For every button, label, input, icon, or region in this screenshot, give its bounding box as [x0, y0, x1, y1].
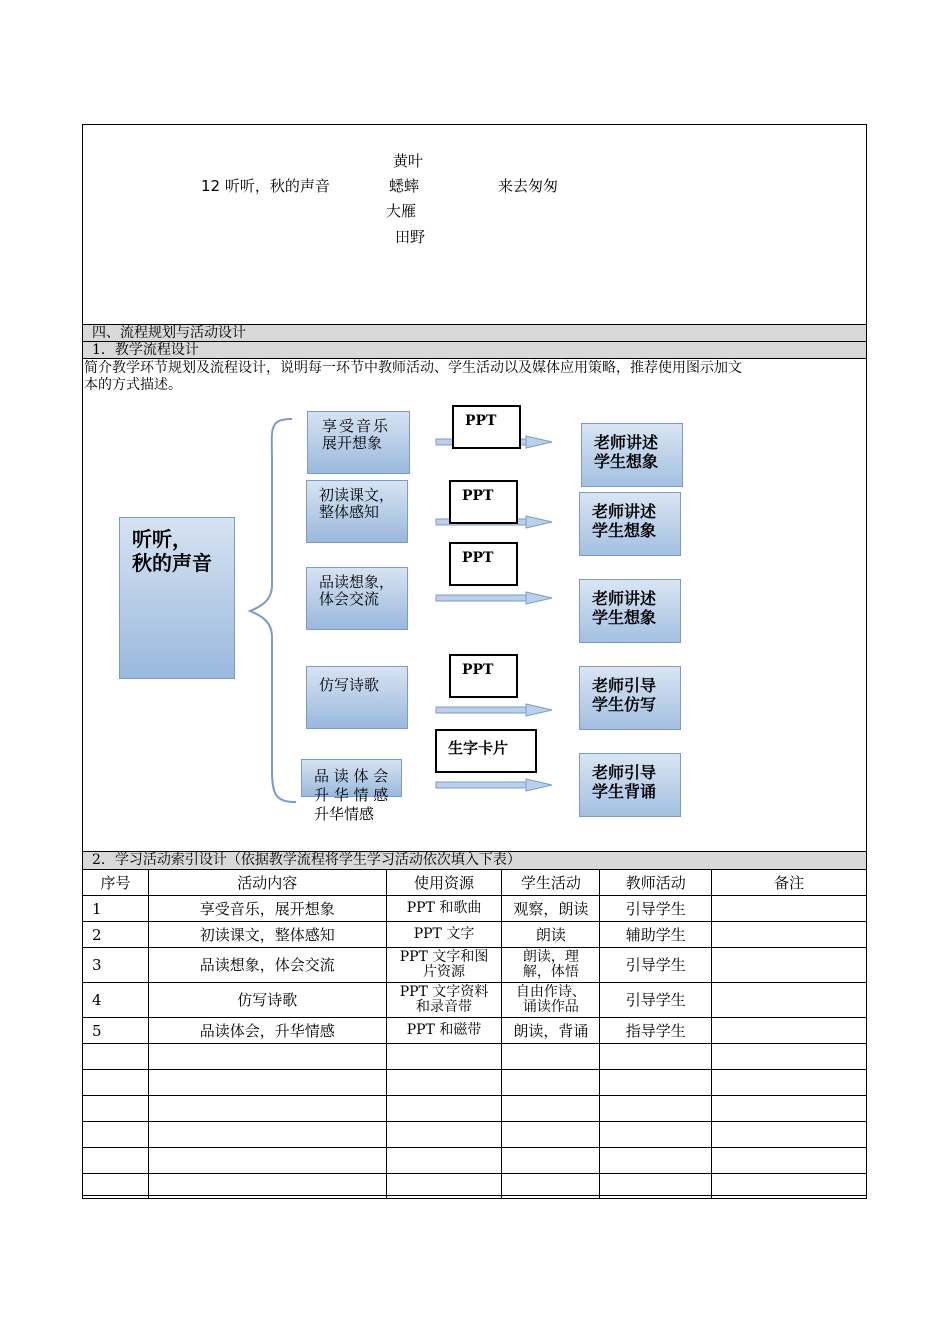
board-word-huangye: 黄叶: [393, 152, 424, 170]
row-note: [712, 983, 867, 1018]
row-no: 2: [83, 922, 149, 948]
result-3-line2: 学生想象: [592, 608, 657, 627]
activity-table: [82, 869, 867, 1199]
board-word-xishuai: 蟋蟀: [389, 177, 420, 195]
result-box-5: [579, 753, 681, 817]
result-box-4: [579, 666, 681, 730]
row-resource: [386, 983, 502, 1018]
board-word-dayan: 大雁: [386, 202, 417, 220]
row-note: [712, 922, 867, 948]
step-5-text: [314, 767, 388, 823]
row-student-line1: 朗读，理: [522, 949, 579, 965]
header-resource: 使用资源: [386, 870, 502, 896]
step-2-line2: 整体感知: [319, 503, 380, 521]
arrow-3: [436, 592, 552, 604]
result-2-line2: 学生想象: [592, 521, 657, 540]
header-note: 备注: [712, 870, 867, 896]
table-row: [83, 896, 867, 922]
media-box-1: PPT: [452, 405, 521, 449]
main-topic-line2: 秋的声音: [132, 551, 212, 575]
empty-table-row: [83, 1148, 867, 1174]
empty-table-row: [83, 1122, 867, 1148]
row-content: 品读体会，升华情感: [148, 1018, 386, 1044]
row-no: 1: [83, 896, 149, 922]
row-no: 5: [83, 1018, 149, 1044]
step-4-line1: 仿写诗歌: [319, 676, 380, 694]
empty-table-row: [83, 1044, 867, 1070]
step-5-line1: 品 读 体 会: [314, 767, 389, 785]
row-student: [502, 983, 600, 1018]
section4-heading: 四、流程规划与活动设计: [92, 325, 246, 341]
row-note: [712, 948, 867, 983]
result-1-line1: 老师讲述: [594, 433, 659, 452]
step-5-overflow: 升华情感: [314, 805, 375, 823]
table-row: [83, 922, 867, 948]
step-5-line2: 升 华 情 感: [314, 786, 389, 804]
step-box-4: [306, 666, 408, 729]
result-4-line1: 老师引导: [592, 676, 657, 695]
row-content: 初读课文，整体感知: [148, 922, 386, 948]
header-student: 学生活动: [502, 870, 600, 896]
row-resource-line1: PPT 文字资料: [399, 984, 489, 1000]
table-row: [83, 1018, 867, 1044]
board-word-laiqu: 来去匆匆: [498, 177, 559, 195]
row-student-line1: 自由作诗、: [515, 984, 586, 1000]
row-teacher: 辅助学生: [600, 922, 712, 948]
board-word-tianye: 田野: [395, 228, 426, 246]
step-box-1: [307, 411, 410, 474]
row-content: 享受音乐，展开想象: [148, 896, 386, 922]
row-student-line2: 诵读作品: [522, 999, 579, 1015]
result-box-1: [581, 423, 683, 487]
board-lesson-title: 12 听听，秋的声音: [201, 177, 330, 195]
result-1-line2: 学生想象: [594, 452, 659, 471]
row-resource-line2: 和录音带: [416, 999, 473, 1015]
header-teacher: 教师活动: [600, 870, 712, 896]
step-1-line2: 展开想象: [322, 434, 383, 452]
header-content: 活动内容: [148, 870, 386, 896]
activity-index-heading: 2．学习活动索引设计（依据教学流程将学生学习活动依次填入下表）: [92, 852, 521, 868]
row-content: 仿写诗歌: [148, 983, 386, 1018]
media-box-3: PPT: [449, 542, 518, 586]
row-student-line2: 解，体悟: [522, 964, 579, 980]
step-box-3: [306, 567, 408, 630]
flow-description-line1: 简介教学环节规划及流程设计，说明每一环节中教师活动、学生活动以及媒体应用策略，推荐使用图示加文: [84, 360, 742, 376]
row-no: 3: [83, 948, 149, 983]
row-content: 品读想象，体会交流: [148, 948, 386, 983]
empty-table-row: [83, 1070, 867, 1096]
result-5-line2: 学生背诵: [592, 782, 657, 801]
row-student: 朗读，背诵: [502, 1018, 600, 1044]
result-4-line2: 学生仿写: [592, 695, 657, 714]
step-box-2: [306, 480, 408, 543]
row-resource-line2: 片资源: [423, 964, 466, 980]
arrow-5: [436, 779, 552, 791]
result-3-line1: 老师讲述: [592, 589, 657, 608]
header-no: 序号: [83, 870, 149, 896]
row-note: [712, 896, 867, 922]
row-note: [712, 1018, 867, 1044]
row-student: 观察，朗读: [502, 896, 600, 922]
row-student: 朗读: [502, 922, 600, 948]
row-teacher: 引导学生: [600, 948, 712, 983]
table-header-row: [83, 870, 867, 896]
row-teacher: 指导学生: [600, 1018, 712, 1044]
flow-description-line2: 本的方式描述。: [84, 377, 182, 393]
brace-connector: [250, 419, 296, 802]
empty-table-row: [83, 1174, 867, 1199]
row-resource: PPT 和歌曲: [386, 896, 502, 922]
step-3-line1: 品读想象，: [319, 573, 395, 591]
row-no: 4: [83, 983, 149, 1018]
arrow-4: [436, 704, 552, 716]
row-resource-line1: PPT 文字和图: [399, 949, 489, 965]
row-resource: [386, 948, 502, 983]
empty-table-row: [83, 1096, 867, 1122]
media-box-2: PPT: [449, 480, 518, 524]
result-box-2: [579, 492, 681, 556]
table-row: [83, 983, 867, 1018]
row-resource: PPT 和磁带: [386, 1018, 502, 1044]
row-student: [502, 948, 600, 983]
step-1-line1: 享受音乐: [322, 417, 391, 435]
result-5-line1: 老师引导: [592, 763, 657, 782]
result-box-3: [579, 579, 681, 643]
row-teacher: 引导学生: [600, 983, 712, 1018]
main-topic-line1: 听听，: [132, 527, 192, 551]
row-teacher: 引导学生: [600, 896, 712, 922]
step-3-line2: 体会交流: [319, 590, 380, 608]
result-2-line1: 老师讲述: [592, 502, 657, 521]
table-row: [83, 948, 867, 983]
row-resource: PPT 文字: [386, 922, 502, 948]
media-box-4: PPT: [449, 654, 518, 698]
step-2-line1: 初读课文，: [319, 486, 395, 504]
media-box-5: 生字卡片: [435, 729, 537, 773]
flow-design-heading: 1．教学流程设计: [92, 342, 199, 358]
